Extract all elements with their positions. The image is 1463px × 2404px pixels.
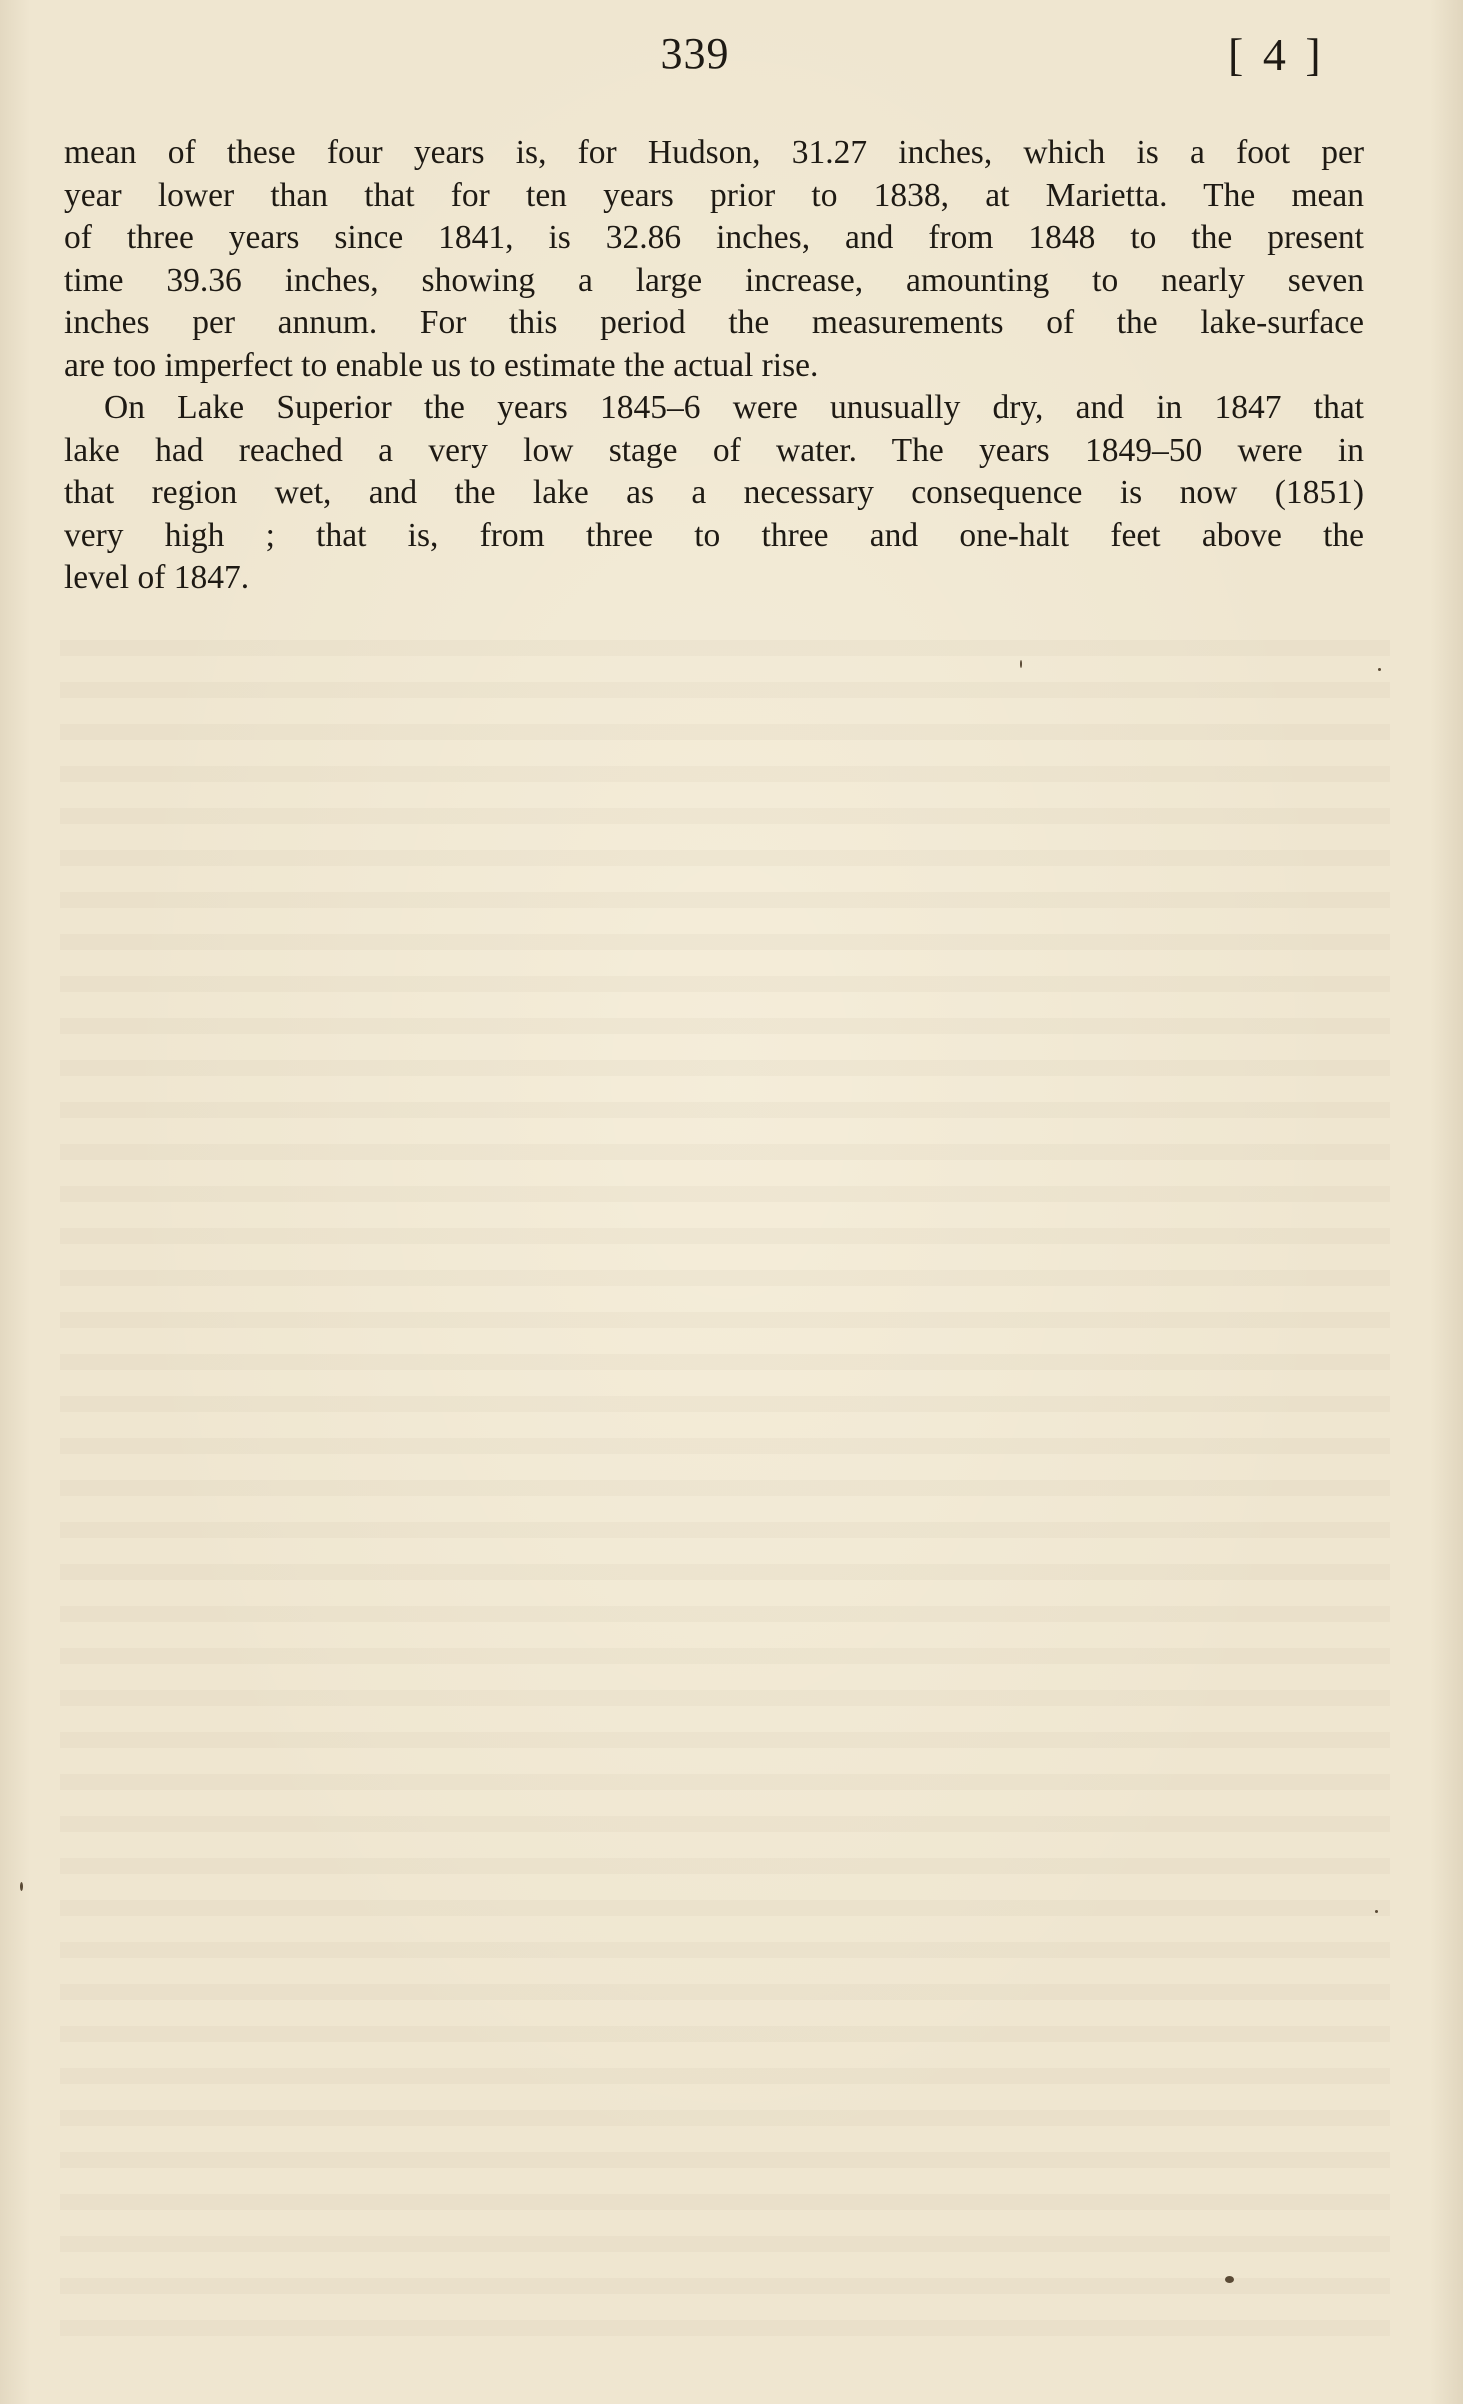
paper-speck [20, 1882, 23, 1891]
bleed-through-texture [60, 640, 1390, 2340]
page-number: 339 [660, 29, 730, 78]
paper-speck [1020, 660, 1022, 668]
text-line: of three years since 1841, is 32.86 inches, and from 1848 to the present [64, 219, 1364, 256]
text-line: mean of these four years is, for Hudson, 31.27 inches, which is a foot per [64, 134, 1364, 171]
paper-speck [1375, 1910, 1378, 1913]
text-line: lake had reached a very low stage of water. The years 1849–50 were in [64, 431, 1364, 469]
page-header [0, 28, 1463, 88]
text-line: inches per annum. For this period the measurements of the lake-surface [64, 304, 1364, 341]
paper-speck [1225, 2276, 1234, 2283]
text-line: are too imperfect to enable us to estimate the actual rise. [64, 346, 819, 384]
body-text [64, 132, 1364, 600]
text-line: time 39.36 inches, showing a large increase, amounting to nearly seven [64, 261, 1364, 299]
paper-speck [1378, 668, 1381, 671]
text-line: level of 1847. [64, 559, 250, 596]
text-line: On Lake Superior the years 1845–6 were unusually dry, and in 1847 that [104, 389, 1364, 426]
document-number: [ 4 ] [1228, 29, 1325, 80]
text-line: year lower than that for ten years prior to 1838, at Marietta. The mean [64, 176, 1364, 214]
text-line: that region wet, and the lake as a necessary consequence is now (1851) [64, 474, 1364, 511]
text-line: very high ; that is, from three to three and one-halt feet above the [64, 516, 1364, 554]
paragraph-2 [64, 387, 1364, 600]
paragraph-1 [64, 132, 1364, 387]
